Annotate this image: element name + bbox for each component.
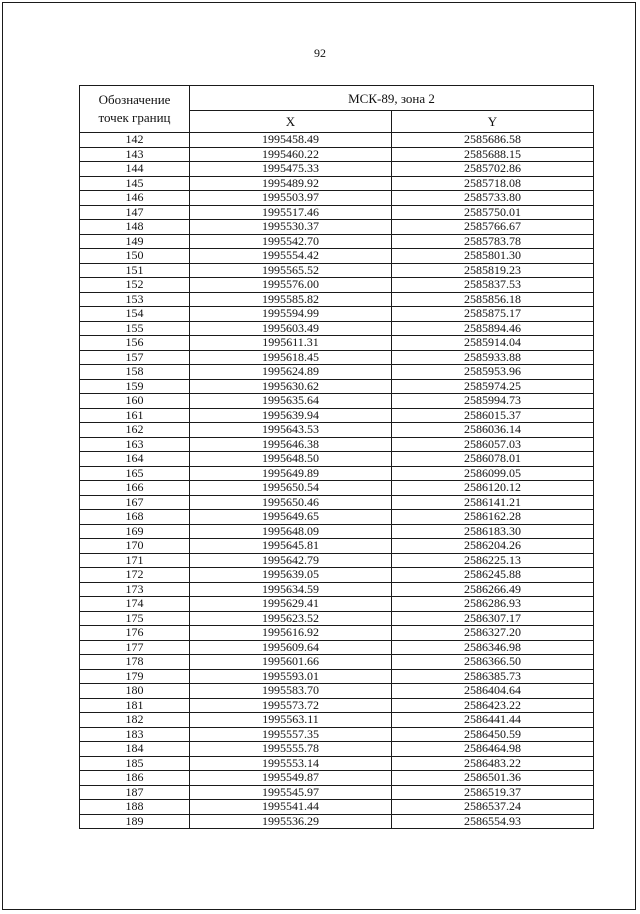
y-coordinate-cell: 2586225.13 — [392, 553, 594, 568]
x-coordinate-cell: 1995585.82 — [190, 292, 392, 307]
x-coordinate-cell: 1995557.35 — [190, 727, 392, 742]
x-coordinate-cell: 1995623.52 — [190, 611, 392, 626]
x-coordinate-cell: 1995649.65 — [190, 510, 392, 525]
table-row — [80, 263, 594, 278]
point-id-cell: 165 — [80, 466, 190, 481]
point-id-cell: 162 — [80, 423, 190, 438]
table-row — [80, 394, 594, 409]
y-coordinate-cell: 2586519.37 — [392, 785, 594, 800]
x-coordinate-cell: 1995549.87 — [190, 771, 392, 786]
x-coordinate-cell: 1995648.09 — [190, 524, 392, 539]
point-id-cell: 148 — [80, 220, 190, 235]
table-row — [80, 756, 594, 771]
y-coordinate-cell: 2586099.05 — [392, 466, 594, 481]
point-id-cell: 176 — [80, 626, 190, 641]
point-id-cell: 184 — [80, 742, 190, 757]
table-row — [80, 234, 594, 249]
y-coordinate-cell: 2586204.26 — [392, 539, 594, 554]
page-number: 92 — [314, 46, 326, 60]
y-coordinate-cell: 2585953.96 — [392, 365, 594, 380]
x-coordinate-cell: 1995603.49 — [190, 321, 392, 336]
table-row — [80, 336, 594, 351]
point-id-cell: 157 — [80, 350, 190, 365]
y-coordinate-cell: 2586057.03 — [392, 437, 594, 452]
table-row — [80, 553, 594, 568]
header-point-designation: Обозначение точек границ — [80, 86, 190, 133]
table-body — [80, 133, 594, 829]
point-id-cell: 146 — [80, 191, 190, 206]
x-coordinate-cell: 1995545.97 — [190, 785, 392, 800]
y-coordinate-cell: 2586036.14 — [392, 423, 594, 438]
y-coordinate-cell: 2586483.22 — [392, 756, 594, 771]
x-coordinate-cell: 1995646.38 — [190, 437, 392, 452]
point-id-cell: 158 — [80, 365, 190, 380]
point-id-cell: 142 — [80, 133, 190, 148]
y-coordinate-cell: 2585702.86 — [392, 162, 594, 177]
point-id-cell: 178 — [80, 655, 190, 670]
point-id-cell: 175 — [80, 611, 190, 626]
table-row — [80, 321, 594, 336]
table-row — [80, 814, 594, 829]
table-row — [80, 495, 594, 510]
point-id-cell: 161 — [80, 408, 190, 423]
table-row — [80, 437, 594, 452]
point-id-cell: 181 — [80, 698, 190, 713]
point-id-cell: 180 — [80, 684, 190, 699]
y-coordinate-cell: 2585718.08 — [392, 176, 594, 191]
table-row — [80, 278, 594, 293]
table-row — [80, 379, 594, 394]
point-id-cell: 186 — [80, 771, 190, 786]
table-row — [80, 698, 594, 713]
point-id-cell: 163 — [80, 437, 190, 452]
point-id-cell: 160 — [80, 394, 190, 409]
point-id-cell: 169 — [80, 524, 190, 539]
table-row — [80, 350, 594, 365]
point-id-cell: 151 — [80, 263, 190, 278]
y-coordinate-cell: 2586245.88 — [392, 568, 594, 583]
point-id-cell: 172 — [80, 568, 190, 583]
table-row — [80, 727, 594, 742]
table-row — [80, 539, 594, 554]
y-coordinate-cell: 2585933.88 — [392, 350, 594, 365]
header-coordinate-system: МСК-89, зона 2 — [190, 86, 594, 111]
x-coordinate-cell: 1995565.52 — [190, 263, 392, 278]
y-coordinate-cell: 2586141.21 — [392, 495, 594, 510]
y-coordinate-cell: 2585856.18 — [392, 292, 594, 307]
table-row — [80, 147, 594, 162]
y-coordinate-cell: 2586346.98 — [392, 640, 594, 655]
point-id-cell: 154 — [80, 307, 190, 322]
point-id-cell: 155 — [80, 321, 190, 336]
x-coordinate-cell: 1995489.92 — [190, 176, 392, 191]
table-row — [80, 220, 594, 235]
x-coordinate-cell: 1995553.14 — [190, 756, 392, 771]
y-coordinate-cell: 2585894.46 — [392, 321, 594, 336]
x-coordinate-cell: 1995554.42 — [190, 249, 392, 264]
header-x: X — [190, 111, 392, 133]
y-coordinate-cell: 2585974.25 — [392, 379, 594, 394]
table-row — [80, 466, 594, 481]
y-coordinate-cell: 2586450.59 — [392, 727, 594, 742]
table-row — [80, 669, 594, 684]
x-coordinate-cell: 1995643.53 — [190, 423, 392, 438]
y-coordinate-cell: 2586554.93 — [392, 814, 594, 829]
point-id-cell: 168 — [80, 510, 190, 525]
y-coordinate-cell: 2586307.17 — [392, 611, 594, 626]
x-coordinate-cell: 1995634.59 — [190, 582, 392, 597]
x-coordinate-cell: 1995576.00 — [190, 278, 392, 293]
point-id-cell: 152 — [80, 278, 190, 293]
y-coordinate-cell: 2586404.64 — [392, 684, 594, 699]
x-coordinate-cell: 1995616.92 — [190, 626, 392, 641]
x-coordinate-cell: 1995475.33 — [190, 162, 392, 177]
table-row — [80, 408, 594, 423]
table-row — [80, 582, 594, 597]
y-coordinate-cell: 2586366.50 — [392, 655, 594, 670]
x-coordinate-cell: 1995645.81 — [190, 539, 392, 554]
point-id-cell: 153 — [80, 292, 190, 307]
point-id-cell: 185 — [80, 756, 190, 771]
point-id-cell: 188 — [80, 800, 190, 815]
point-id-cell: 182 — [80, 713, 190, 728]
table-row — [80, 510, 594, 525]
table-row — [80, 597, 594, 612]
x-coordinate-cell: 1995460.22 — [190, 147, 392, 162]
table-header — [80, 86, 594, 133]
y-coordinate-cell: 2585994.73 — [392, 394, 594, 409]
point-id-cell: 149 — [80, 234, 190, 249]
point-id-cell: 183 — [80, 727, 190, 742]
table-row — [80, 307, 594, 322]
x-coordinate-cell: 1995573.72 — [190, 698, 392, 713]
x-coordinate-cell: 1995542.70 — [190, 234, 392, 249]
x-coordinate-cell: 1995541.44 — [190, 800, 392, 815]
y-coordinate-cell: 2585733.80 — [392, 191, 594, 206]
point-id-cell: 189 — [80, 814, 190, 829]
table-row — [80, 452, 594, 467]
x-coordinate-cell: 1995458.49 — [190, 133, 392, 148]
table-row — [80, 249, 594, 264]
point-id-cell: 166 — [80, 481, 190, 496]
point-id-cell: 143 — [80, 147, 190, 162]
point-id-cell: 144 — [80, 162, 190, 177]
table-row — [80, 742, 594, 757]
table-row — [80, 205, 594, 220]
x-coordinate-cell: 1995611.31 — [190, 336, 392, 351]
point-id-cell: 179 — [80, 669, 190, 684]
x-coordinate-cell: 1995517.46 — [190, 205, 392, 220]
table-row — [80, 481, 594, 496]
table-row — [80, 292, 594, 307]
point-id-cell: 150 — [80, 249, 190, 264]
point-id-cell: 173 — [80, 582, 190, 597]
point-id-cell: 145 — [80, 176, 190, 191]
x-coordinate-cell: 1995630.62 — [190, 379, 392, 394]
table-row — [80, 176, 594, 191]
y-coordinate-cell: 2585686.58 — [392, 133, 594, 148]
y-coordinate-cell: 2586120.12 — [392, 481, 594, 496]
y-coordinate-cell: 2586183.30 — [392, 524, 594, 539]
table-row — [80, 611, 594, 626]
x-coordinate-cell: 1995639.94 — [190, 408, 392, 423]
y-coordinate-cell: 2585750.01 — [392, 205, 594, 220]
y-coordinate-cell: 2586015.37 — [392, 408, 594, 423]
y-coordinate-cell: 2585819.23 — [392, 263, 594, 278]
x-coordinate-cell: 1995649.89 — [190, 466, 392, 481]
point-id-cell: 167 — [80, 495, 190, 510]
x-coordinate-cell: 1995594.99 — [190, 307, 392, 322]
x-coordinate-cell: 1995601.66 — [190, 655, 392, 670]
point-id-cell: 159 — [80, 379, 190, 394]
x-coordinate-cell: 1995503.97 — [190, 191, 392, 206]
table-row — [80, 162, 594, 177]
table-row — [80, 800, 594, 815]
y-coordinate-cell: 2586266.49 — [392, 582, 594, 597]
x-coordinate-cell: 1995609.64 — [190, 640, 392, 655]
x-coordinate-cell: 1995629.41 — [190, 597, 392, 612]
point-id-cell: 171 — [80, 553, 190, 568]
x-coordinate-cell: 1995639.05 — [190, 568, 392, 583]
header-y: Y — [392, 111, 594, 133]
table-row — [80, 365, 594, 380]
x-coordinate-cell: 1995648.50 — [190, 452, 392, 467]
table-row — [80, 626, 594, 641]
table-row — [80, 785, 594, 800]
table-row — [80, 133, 594, 148]
x-coordinate-cell: 1995530.37 — [190, 220, 392, 235]
y-coordinate-cell: 2586327.20 — [392, 626, 594, 641]
y-coordinate-cell: 2586286.93 — [392, 597, 594, 612]
table-row — [80, 713, 594, 728]
x-coordinate-cell: 1995555.78 — [190, 742, 392, 757]
table-row — [80, 568, 594, 583]
table-row — [80, 640, 594, 655]
y-coordinate-cell: 2586078.01 — [392, 452, 594, 467]
point-id-cell: 177 — [80, 640, 190, 655]
table-row — [80, 684, 594, 699]
y-coordinate-cell: 2585688.15 — [392, 147, 594, 162]
x-coordinate-cell: 1995650.54 — [190, 481, 392, 496]
table-row — [80, 655, 594, 670]
point-id-cell: 187 — [80, 785, 190, 800]
y-coordinate-cell: 2585766.67 — [392, 220, 594, 235]
y-coordinate-cell: 2585783.78 — [392, 234, 594, 249]
y-coordinate-cell: 2586464.98 — [392, 742, 594, 757]
y-coordinate-cell: 2586423.22 — [392, 698, 594, 713]
y-coordinate-cell: 2586441.44 — [392, 713, 594, 728]
y-coordinate-cell: 2586162.28 — [392, 510, 594, 525]
point-id-cell: 147 — [80, 205, 190, 220]
y-coordinate-cell: 2585914.04 — [392, 336, 594, 351]
y-coordinate-cell: 2586385.73 — [392, 669, 594, 684]
y-coordinate-cell: 2585837.53 — [392, 278, 594, 293]
y-coordinate-cell: 2585801.30 — [392, 249, 594, 264]
x-coordinate-cell: 1995618.45 — [190, 350, 392, 365]
table-row — [80, 191, 594, 206]
x-coordinate-cell: 1995642.79 — [190, 553, 392, 568]
x-coordinate-cell: 1995593.01 — [190, 669, 392, 684]
x-coordinate-cell: 1995624.89 — [190, 365, 392, 380]
coordinates-table — [79, 85, 594, 829]
x-coordinate-cell: 1995536.29 — [190, 814, 392, 829]
point-id-cell: 170 — [80, 539, 190, 554]
y-coordinate-cell: 2585875.17 — [392, 307, 594, 322]
y-coordinate-cell: 2586537.24 — [392, 800, 594, 815]
x-coordinate-cell: 1995563.11 — [190, 713, 392, 728]
y-coordinate-cell: 2586501.36 — [392, 771, 594, 786]
table-row — [80, 771, 594, 786]
table-row — [80, 524, 594, 539]
point-id-cell: 156 — [80, 336, 190, 351]
x-coordinate-cell: 1995583.70 — [190, 684, 392, 699]
x-coordinate-cell: 1995650.46 — [190, 495, 392, 510]
point-id-cell: 174 — [80, 597, 190, 612]
x-coordinate-cell: 1995635.64 — [190, 394, 392, 409]
point-id-cell: 164 — [80, 452, 190, 467]
table-row — [80, 423, 594, 438]
